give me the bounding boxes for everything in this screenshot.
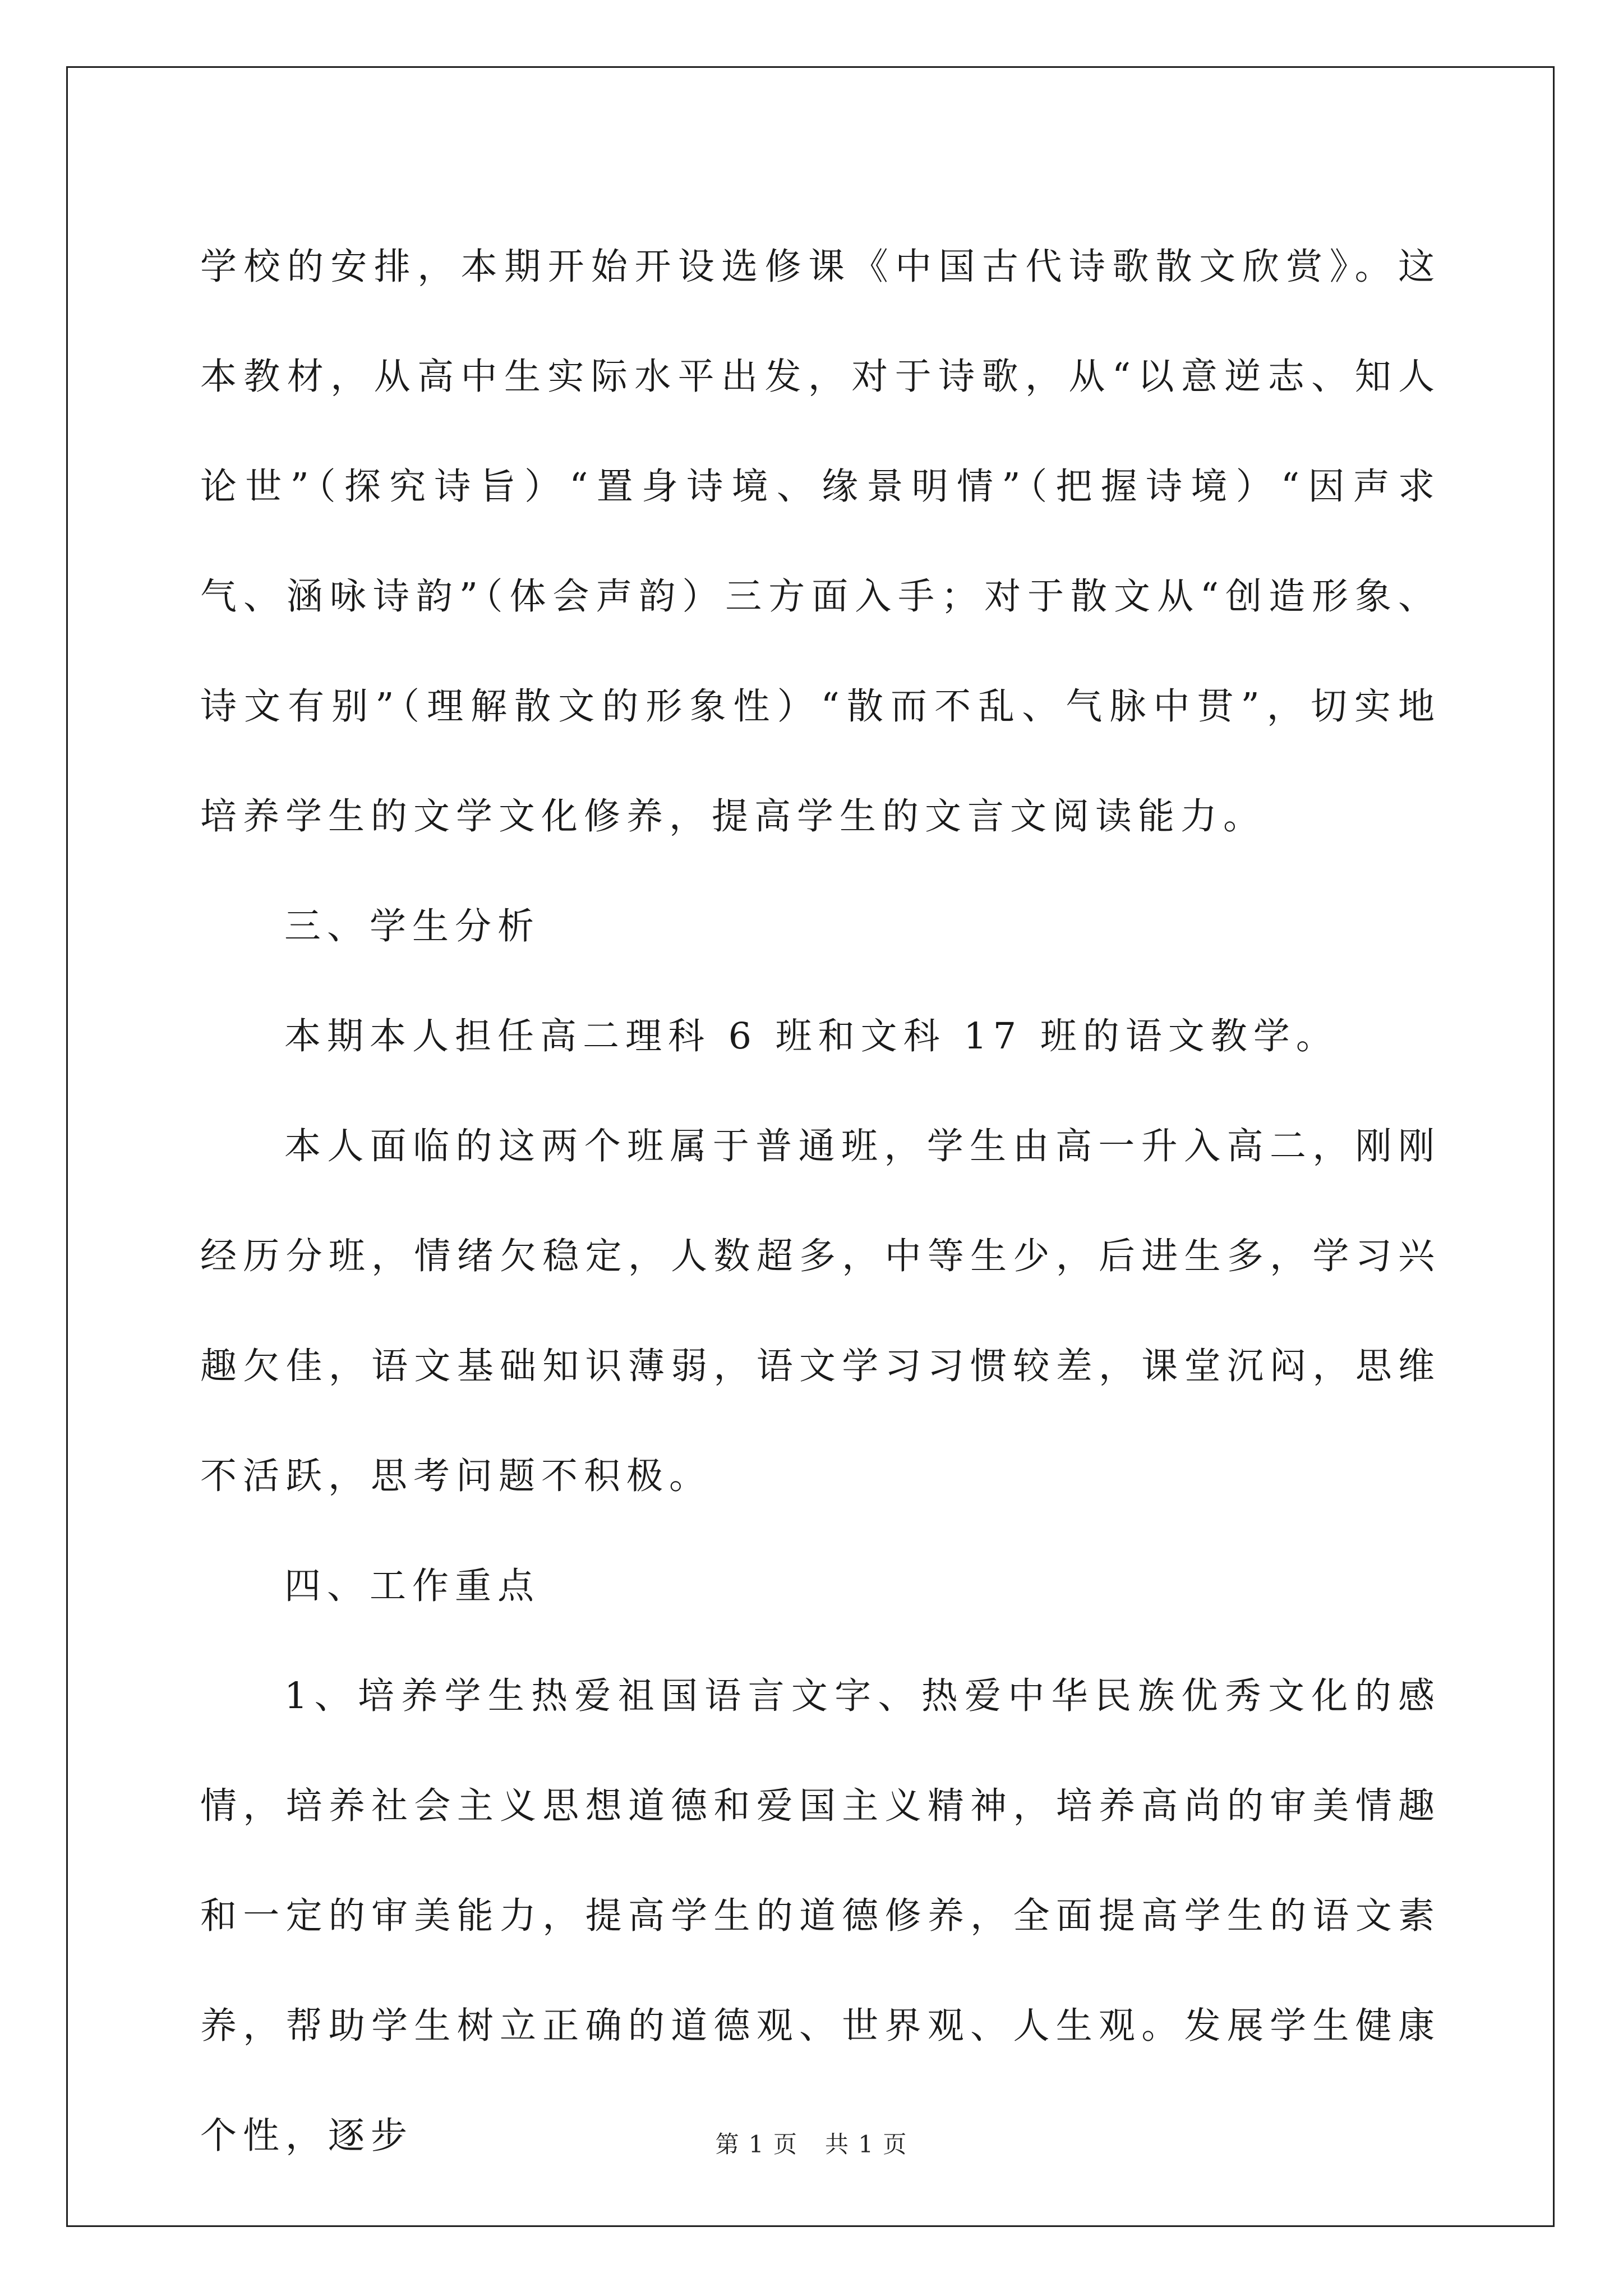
- paragraph: 学校的安排，本期开始开设选修课《中国古代诗歌散文欣赏》。这本教材，从高中生实际水平出发，对于诗歌，从“以意逆志、知人论世”（探究诗旨）“置身诗境、缘景明情”（把握诗境）“因声求气、涵咏诗韵”（体会声韵）三方面入手；对于散文从“创造形象、诗文有别”（理解散文的形象性）“散而不乱、气脉中贯”，切实地培养学生的文学文化修养，提高学生的文言文阅读能力。: [200, 246, 1441, 838]
- page-total: 共 1 页: [825, 2131, 908, 2158]
- section-heading: 三、学生分析: [284, 905, 541, 947]
- page-footer: [0, 2126, 1623, 2160]
- paragraph: 本期本人担任高二理科 6 班和文科 17 班的语文教学。: [284, 1015, 1339, 1057]
- page-number: 第 1 页: [715, 2131, 798, 2158]
- paragraph: 本人面临的这两个班属于普通班，学生由高一升入高二，刚刚经历分班，情绪欠稳定，人数超多，中等生少，后进生多，学习兴趣欠佳，语文基础知识薄弱，语文学习习惯较差，课堂沉闷，思维不活跃，思考问题不积极。: [200, 1125, 1441, 1497]
- document-body: [200, 212, 1441, 2191]
- paragraph: 1、培养学生热爱祖国语言文字、热爱中华民族优秀文化的感情，培养社会主义思想道德和爱国主义精神，培养高尚的审美情趣和一定的审美能力，提高学生的道德修养，全面提高学生的语文素养，帮助学生树立正确的道德观、世界观、人生观。发展学生健康个性，逐步: [200, 1675, 1441, 2157]
- section-heading: 四、工作重点: [284, 1565, 541, 1607]
